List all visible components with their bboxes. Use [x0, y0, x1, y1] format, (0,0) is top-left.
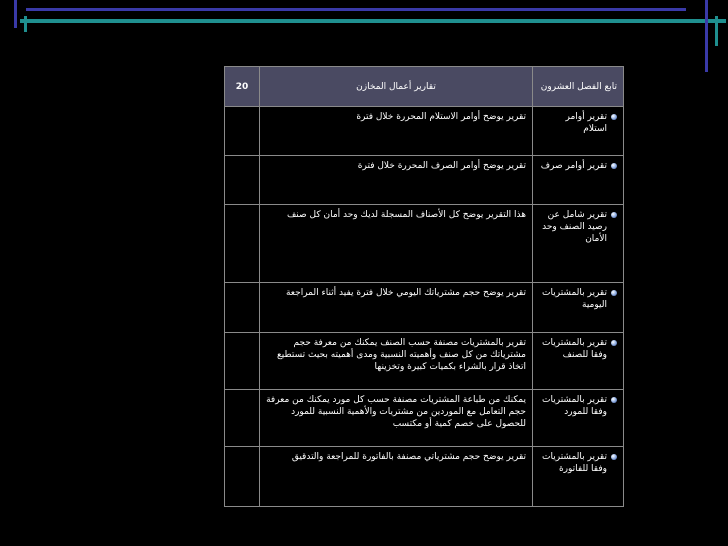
- report-description: تقرير يوضح حجم مشترياتك اليومي خلال فترة يفيد أثناء المراجعة: [260, 283, 533, 333]
- bullet-icon: [611, 340, 617, 346]
- report-name: تقرير أوامر استلام: [565, 112, 607, 134]
- report-description: تقرير بالمشتريات مصنفة حسب الصنف يمكنك من معرفة حجم مشترياتك من كل صنف وأهميته النسبية ومدى أهميته بحيث تستطيع اتخاذ قرار بالشراء بكميات كبيرة وتخزينها: [260, 333, 533, 390]
- bullet-icon: [611, 397, 617, 403]
- bullet-icon: [611, 454, 617, 460]
- top-teal-bar: [20, 19, 726, 23]
- report-description: هذا التقرير يوضح كل الأصناف المسجلة لديك وحد أمان كل صنف: [260, 205, 533, 283]
- table-row: [225, 107, 624, 156]
- table-row: [225, 156, 624, 205]
- header-name-cell: [533, 67, 624, 107]
- report-name: تقرير بالمشتريات وفقا للمورد: [542, 395, 607, 417]
- bullet-icon: [611, 212, 617, 218]
- table-header-row: [225, 67, 624, 107]
- report-name: تقرير شامل عن رصيد الصنف وحد الأمان: [542, 210, 607, 244]
- right-teal-bar: [715, 16, 718, 46]
- table-row: [225, 333, 624, 390]
- table-row: [225, 283, 624, 333]
- row-number-cell: [225, 283, 260, 333]
- report-description: تقرير يوضح حجم مشترياتي مصنفة بالفاتورة للمراجعة والتدقيق: [260, 447, 533, 507]
- report-description: تقرير يوضح أوامر الصرف المحررة خلال فترة: [260, 156, 533, 205]
- right-blue-bar: [705, 0, 708, 72]
- row-number-cell: [225, 447, 260, 507]
- top-blue-bar: [26, 8, 686, 11]
- bullet-icon: [611, 290, 617, 296]
- report-name: تقرير بالمشتريات وفقا للفاتورة: [542, 452, 607, 474]
- report-name: تقرير أوامر صرف: [540, 161, 607, 171]
- left-teal-bar: [24, 16, 27, 32]
- left-blue-bar: [14, 0, 17, 28]
- reports-table: [224, 66, 624, 507]
- header-name-label: تابع الفصل العشرون: [540, 81, 617, 92]
- bullet-icon: [611, 163, 617, 169]
- table-row: [225, 447, 624, 507]
- row-number-cell: [225, 107, 260, 156]
- header-number: 20: [225, 67, 260, 107]
- table-row: [225, 390, 624, 447]
- row-number-cell: [225, 333, 260, 390]
- row-number-cell: [225, 156, 260, 205]
- report-name: تقرير بالمشتريات اليومية: [542, 288, 607, 310]
- header-title: تقارير أعمال المخازن: [260, 67, 533, 107]
- report-description: تقرير يوضح أوامر الاستلام المحررة خلال فترة: [260, 107, 533, 156]
- row-number-cell: [225, 205, 260, 283]
- report-description: يمكنك من طباعة المشتريات مصنفة حسب كل مورد يمكنك من معرفة حجم التعامل مع الموردين من مشتريات والأهمية النسبية للمورد للحصول على خصم كمية أو مكتسب: [260, 390, 533, 447]
- row-number-cell: [225, 390, 260, 447]
- bullet-icon: [611, 114, 617, 120]
- report-name: تقرير بالمشتريات وفقا للصنف: [542, 338, 607, 360]
- table-row: [225, 205, 624, 283]
